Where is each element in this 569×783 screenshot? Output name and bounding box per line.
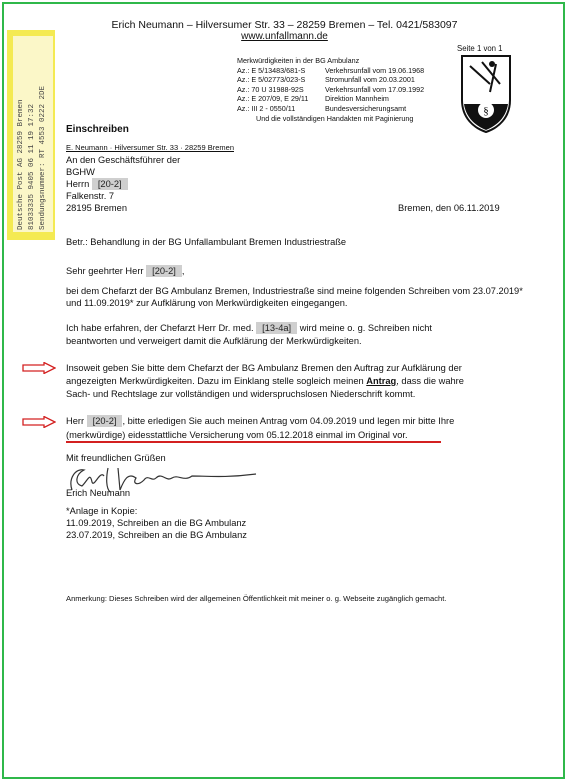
paragraph-3-line-1: Insoweit geben Sie bitte dem Chefarzt der BG Ambulanz Bremen den Auftrag zur Aufklärung der bbox=[66, 363, 462, 373]
letter-date: Bremen, den 06.11.2019 bbox=[398, 203, 500, 213]
subject-line: Betr.: Behandlung in der BG Unfallambulant Bremen Industriestraße bbox=[66, 237, 347, 247]
reference-az: Az.: E 207/09, E 29/11 bbox=[237, 94, 309, 104]
recipient-line: BGHW bbox=[66, 167, 95, 177]
references-footer: Und die vollständigen Handakten mit Paginierung bbox=[256, 113, 414, 123]
recipient-line: Falkenstr. 7 bbox=[66, 191, 115, 201]
reference-az: Az.: E 5/13483/681-S bbox=[237, 65, 306, 75]
paragraph-text: , dass die wahre bbox=[396, 376, 464, 386]
return-address: E. Neumann · Hilversumer Str. 33 · 28259 Bremen bbox=[66, 143, 234, 152]
recipient-name-line bbox=[66, 178, 128, 190]
redacted-name: [13-4a] bbox=[256, 322, 297, 334]
red-arrow-icon bbox=[22, 362, 56, 374]
delivery-type: Einschreiben bbox=[66, 124, 129, 135]
reference-desc: Stromunfall vom 20.03.2001 bbox=[325, 75, 415, 85]
paragraph-text: wird meine o. g. Schreiben nicht bbox=[299, 323, 433, 333]
paragraph-4-line-1 bbox=[66, 415, 454, 427]
antrag-emphasis: Antrag bbox=[366, 376, 397, 386]
paragraph-4-line-2: (merkwürdige) eidesstattliche Versicherung vom 05.12.2018 einmal im Original vor. bbox=[66, 430, 408, 440]
recipient-line: 28195 Bremen bbox=[66, 203, 127, 213]
red-arrow-icon bbox=[22, 416, 56, 428]
paragraph-3-line-3: Sach- und Rechtslage zur vollständigen und widerspruchslosen Niederschrift kommt. bbox=[66, 389, 416, 399]
recipient-title: Herrn bbox=[66, 179, 90, 189]
salutation bbox=[66, 265, 184, 277]
reference-desc: Bundesversicherungsamt bbox=[325, 104, 407, 113]
page-number: Seite 1 von 1 bbox=[457, 44, 503, 53]
attachment-item: 23.07.2019, Schreiben an die BG Ambulanz bbox=[66, 530, 247, 540]
website-link[interactable]: www.unfallmann.de bbox=[241, 31, 328, 42]
paragraph-text: Ich habe erfahren, der Chefarzt Herr Dr. med. bbox=[66, 323, 254, 333]
svg-text:§: § bbox=[483, 105, 489, 117]
paragraph-2-line-2: beantworten und verweigert damit die Aufklärung der Merkwürdigkeiten. bbox=[66, 336, 362, 346]
references-title: Merkwürdigkeiten in der BG Ambulanz bbox=[237, 56, 360, 65]
reference-az: Az.: E 5/02773/023-S bbox=[237, 75, 306, 85]
paragraph-3-line-2 bbox=[66, 375, 464, 387]
reference-desc: Verkehrsunfall vom 17.09.1992 bbox=[325, 84, 425, 94]
salutation-text: Sehr geehrter Herr bbox=[66, 266, 144, 276]
closing: Mit freundlichen Grüßen bbox=[66, 453, 166, 463]
stamp-line: Sendungsnummer: RT 4553 0222 2DE bbox=[39, 85, 47, 230]
attachments-title: *Anlage in Kopie: bbox=[66, 506, 138, 516]
reference-desc: Direktion Mannheim bbox=[325, 94, 389, 104]
paragraph-text: angezeigten Merkwürdigkeiten. Dazu im Einklang stelle sogleich meinen bbox=[66, 376, 364, 386]
paragraph-text: , bitte erledigen Sie auch meinen Antrag vom 04.09.2019 und legen mir bitte Ihre bbox=[122, 416, 455, 426]
shield-logo-icon bbox=[460, 54, 512, 134]
paragraph-text: Herr bbox=[66, 416, 85, 426]
attachment-item: 11.09.2019, Schreiben an die BG Ambulanz bbox=[66, 518, 247, 528]
signer-name: Erich Neumann bbox=[66, 488, 131, 498]
reference-az: Az.: III 2 - 0550/11 bbox=[237, 104, 296, 113]
remark: Anmerkung: Dieses Schreiben wird der allgemeinen Öffentlichkeit mit meiner o. g. Webseite zugänglich gemacht. bbox=[66, 594, 447, 603]
reference-az: Az.: 70 U 31988-92S bbox=[237, 84, 304, 94]
red-underline bbox=[66, 441, 441, 443]
sender-header: Erich Neumann – Hilversumer Str. 33 – 28259 Bremen – Tel. 0421/583097 bbox=[111, 19, 458, 31]
redacted-name: [20-2] bbox=[146, 265, 182, 277]
paragraph-2-line-1 bbox=[66, 322, 432, 334]
stamp-line: Deutsche Post AG 28259 Bremen bbox=[17, 99, 25, 230]
redacted-name: [20-2] bbox=[87, 415, 123, 427]
recipient-line: An den Geschäftsführer der bbox=[66, 155, 181, 165]
stamp-line: 81033335 9405 06 11 19 17:32 bbox=[28, 103, 36, 230]
salutation-comma: , bbox=[181, 266, 185, 276]
reference-desc: Verkehrsunfall vom 19.06.1968 bbox=[325, 65, 425, 75]
paragraph-1: bei dem Chefarzt der BG Ambulanz Bremen, Industriestraße sind meine folgenden Schreiben vom 23.07.2019* und 11.09.2019* zur Aufklärung von Merkwürdigkeiten eingegangen. bbox=[66, 286, 523, 309]
redacted-name: [20-2] bbox=[92, 178, 128, 190]
